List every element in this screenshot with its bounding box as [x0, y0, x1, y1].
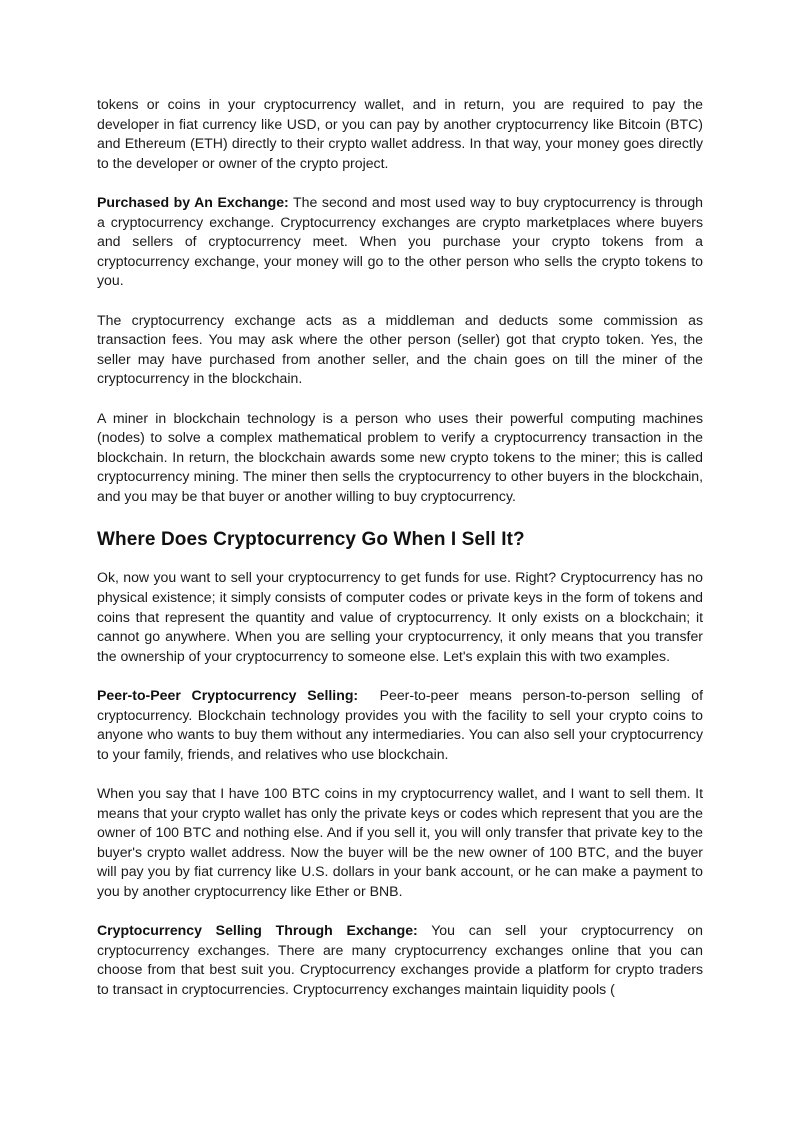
btc-example-paragraph: When you say that I have 100 BTC coins in my cryptocurrency wallet, and I want to sell them. It means that your crypto wallet has only the private keys or codes which represent that you are the owner of 100 BTC and nothing else. And if you sell it, you will only transfer that private key to the buyer's crypto wallet address. Now the buyer will be the new owner of 100 BTC, and the buyer will pay you by fiat currency like U.S. dollars in your bank account, or he can make a payment to you by another cryptocurrency like Ether or BNB. [97, 785, 703, 899]
section-heading: Where Does Cryptocurrency Go When I Sell It? [97, 529, 525, 551]
exchange-purchase-paragraph [97, 193, 703, 291]
intro-paragraph: tokens or coins in your cryptocurrency wallet, and in return, you are required to pay the developer in fiat currency like USD, or you can pay by another cryptocurrency like Bitcoin (BTC) and Ethereum (ETH) directly to their crypto wallet address. In that way, your money goes directly to the developer or owner of the crypto project. [97, 96, 703, 171]
exchange-selling-paragraph [97, 921, 703, 999]
exchange-purchase-label: Purchased by An Exchange: [97, 193, 289, 210]
p2p-selling-label: Peer-to-Peer Cryptocurrency Selling: [97, 687, 359, 704]
miner-paragraph: A miner in blockchain technology is a person who uses their powerful computing machines (nodes) to solve a complex mathematical problem to verify a cryptocurrency transaction in the blockchain. In return, the blockchain awards some new crypto tokens to the miner; this is called cryptocurrency mining. The miner then sells the cryptocurrency to other buyers in the blockchain, and you may be that buyer or another willing to buy cryptocurrency. [97, 409, 703, 504]
p2p-selling-text: Peer-to-peer means person-to-person selling of cryptocurrency. Blockchain technology provides you with the facility to sell your crypto coins to anyone who wants to buy them without any intermediaries. You can also sell your cryptocurrency to your family, friends, and relatives who use blockchain. [97, 687, 707, 762]
exchange-purchase-text: The second and most used way to buy cryptocurrency is through a cryptocurrency exchange. Cryptocurrency exchanges are crypto marketplaces where buyers and sellers of cryptocurrency meet. When you purchase your crypto tokens from a cryptocurrency exchange, your money will go to the other person who sells the crypto tokens to you. [97, 193, 703, 289]
exchange-selling-label: Cryptocurrency Selling Through Exchange: [97, 922, 418, 939]
p2p-selling-paragraph [97, 686, 707, 764]
sell-intro-paragraph: Ok, now you want to sell your cryptocurrency to get funds for use. Right? Cryptocurrency has no physical existence; it simply consists of computer codes or private keys in the form of tokens and coins that represent the quantity and value of cryptocurrency. It only exists on a blockchain; it cannot go anywhere. When you are selling your cryptocurrency, it only means that you transfer the ownership of your cryptocurrency to someone else. Let's explain this with two examples. [97, 569, 703, 664]
middleman-paragraph: The cryptocurrency exchange acts as a middleman and deducts some commission as transaction fees. You may ask where the other person (seller) got that crypto token. Yes, the seller may have purchased from another seller, and the chain goes on till the miner of the cryptocurrency in the blockchain. [97, 311, 703, 387]
exchange-selling-text: You can sell your cryptocurrency on cryptocurrency exchanges. There are many cryptocurrency exchanges online that you can choose from that best suit you. Cryptocurrency exchanges provide a platform for crypto traders to transact in cryptocurrencies. Cryptocurrency exchanges maintain liquidity pools ( [97, 922, 703, 997]
